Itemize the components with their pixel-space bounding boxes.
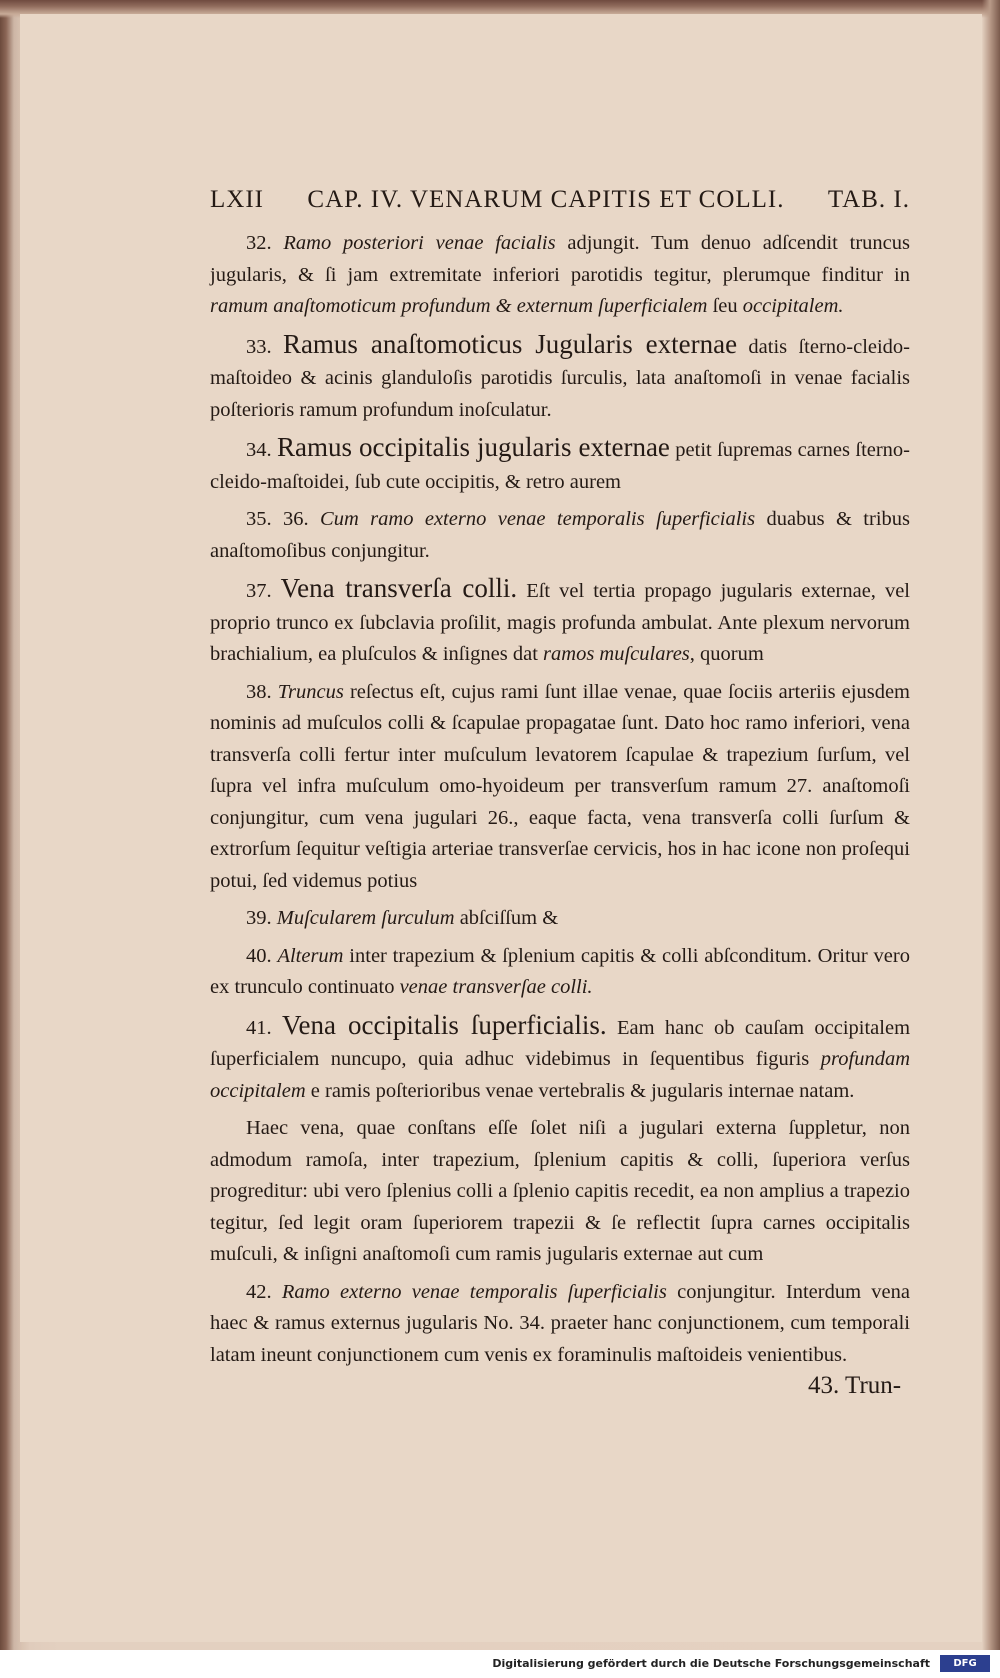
dfg-logo-icon: DFG <box>940 1655 990 1672</box>
paragraph-number: 38. <box>246 680 278 703</box>
paragraph-number: 34. <box>246 439 278 461</box>
chapter-title: CAP. IV. VENARUM CAPITIS ET COLLI. <box>307 186 785 213</box>
paragraph-text: Ramo posteriori venae facialis adjungit. Tum denuo adſcendit truncus jugularis, & ſi jam extremitate inferiori parotidis tegitur, plerumque finditur in ramum anaſtomoticum profundum & externum ſuperficialem ſeu occipitalem. <box>210 232 910 317</box>
paragraph-text: Alterum inter trapezium & ſplenium capitis & colli abſconditum. Oritur vero ex trunculo continuato venae transverſae colli. <box>210 944 910 998</box>
paragraph-text: Ramo externo venae temporalis ſuperficialis conjungitur. Interdum vena haec & ramus externus jugularis No. 34. praeter hanc conjunctionem, cum temporali latam ineunt conjunctionem cum venis ex foraminulis maſtoideis venientibus. <box>210 1280 910 1366</box>
paragraph-list <box>210 228 910 1371</box>
paragraph-text: Ramus occipitalis jugularis externae petit ſupremas carnes ſterno-cleido-maſtoidei, ſub cute occipitis, & retro aurem <box>210 432 911 493</box>
paragraph-number: 41. <box>246 1016 282 1039</box>
paragraph-text: Vena transverſa colli. Eſt vel tertia propago jugularis externae, vel proprio trunco ex ſubclavia proſilit, magis profunda ambulat. Ante plexum nervorum brachialium, ea pluſculos & inſignes dat ramos muſculares, quorum <box>210 573 911 665</box>
paragraph <box>210 677 910 898</box>
paragraph-text: Muſcularem ſurculum abſciſſum & <box>276 907 559 929</box>
page-number: LXII <box>210 186 264 213</box>
paragraph <box>210 228 910 323</box>
paragraph <box>210 903 910 935</box>
paragraph <box>210 1113 910 1271</box>
paragraph <box>210 329 910 427</box>
paragraph-number: 39. <box>246 907 277 929</box>
paragraph <box>210 432 910 498</box>
running-header <box>210 186 910 214</box>
paragraph-number: 35. 36. <box>246 508 321 530</box>
paragraph-number: 40. <box>246 944 278 967</box>
page-text-block <box>210 186 910 1371</box>
paragraph-text: Vena occipitalis ſuperficialis. Eam hanc ob cauſam occipitalem ſuperficialem nuncupo, quia adhuc videbimus in ſequentibus figuris profundam occipitalem e ramis poſterioribus venae vertebralis & jugularis internae natam. <box>210 1009 911 1102</box>
paragraph-number: 42. <box>246 1280 282 1303</box>
paragraph-text: Cum ramo externo venae temporalis ſuperficialis duabus & tribus anaſtomoſibus conjungitur. <box>210 508 911 562</box>
paragraph-text: Truncus reſectus eſt, cujus rami ſunt illae venae, quae ſociis arteriis ejusdem nominis ad muſculos colli & ſcapulae propagatae ſunt. Dato hoc ramo inferiori, vena transverſa colli fertur inter muſculum levatorem ſcapulae & trapezium ſurſum, vel ſupra vel infra muſculum omo-hyoideum per transverſum ramum 27. anaſtomoſi conjungitur, cum vena jugulari 26., eaque facta, vena transverſa colli ſurſum & extrorſum ſequitur veſtigia arteriae transverſae cervicis, hos in hac icone non proſequi potui, ſed videmus potius <box>210 680 910 892</box>
paragraph-text: Ramus anaſtomoticus Jugularis externae datis ſterno-cleido-maſtoideo & acinis glanduloſis parotidis ſurculis, lata anaſtomoſi in venae facialis poſterioris ramum profundum inoſculatur. <box>210 328 911 421</box>
plate-label: TAB. I. <box>827 186 910 213</box>
paragraph <box>210 573 910 671</box>
paragraph <box>210 941 910 1004</box>
footer-bar <box>0 1650 1000 1678</box>
footer-credit: Digitalisierung gefördert durch die Deutsche Forschungsgemeinschaft <box>492 1657 930 1670</box>
paragraph-text: Haec vena, quae conſtans eſſe ſolet niſi a jugulari externa ſuppletur, non admodum ramoſa, inter trapezium, ſplenium capitis & colli, ſuperiora verſus progreditur: ubi vero ſplenius colli a ſplenio capitis recedit, ea non amplius a trapezio tegitur, ſed legit oram ſuperiorem trapezii & ſe reflectit ſupra carnes occipitalis muſculi, & inſigni anaſtomoſi cum ramis jugularis externae aut cum <box>210 1117 910 1265</box>
paragraph <box>210 1277 910 1372</box>
catchword: 43. Trun- <box>808 1372 902 1399</box>
paragraph-number: 32. <box>246 232 284 254</box>
book-right-edge <box>982 0 1000 1650</box>
paragraph-number: 37. <box>246 580 281 602</box>
paragraph <box>210 504 910 567</box>
paragraph-number: 33. <box>246 335 283 358</box>
paragraph <box>210 1010 910 1108</box>
